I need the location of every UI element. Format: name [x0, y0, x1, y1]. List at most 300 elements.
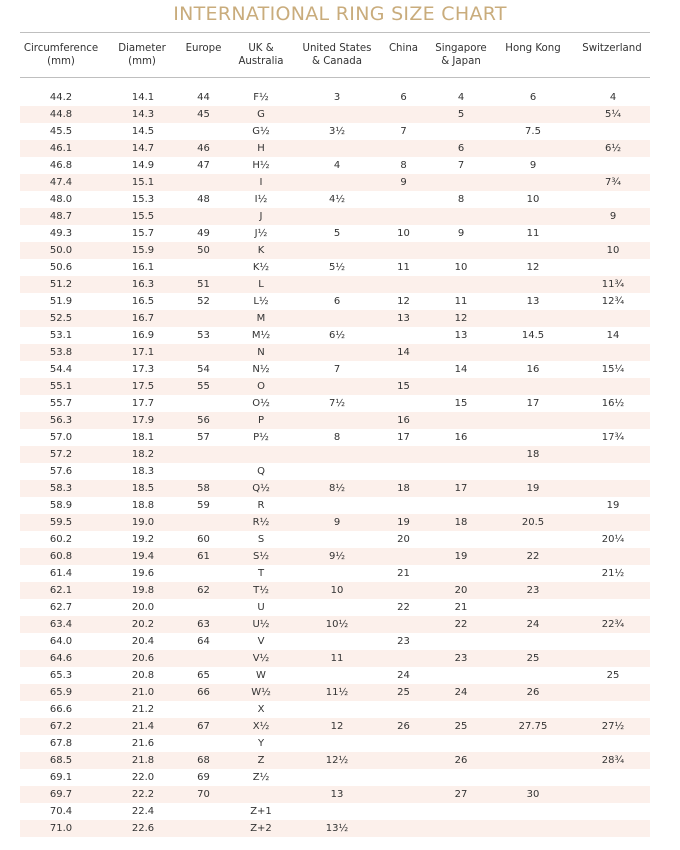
cell-circumference: 48.7 [20, 208, 102, 225]
cell-singapore-japan: 8 [457, 194, 465, 205]
header-us-canada-line: & Canada [312, 56, 362, 67]
cell-us-canada: 3 [333, 92, 341, 103]
cell-switzerland: 21½ [601, 568, 625, 579]
cell-circumference: 64.0 [49, 636, 73, 647]
cell-uk-australia: W½ [225, 684, 297, 701]
cell-europe [182, 650, 225, 667]
cell-europe: 64 [197, 636, 210, 647]
cell-hong-kong [492, 276, 574, 293]
cell-hong-kong: 6 [529, 92, 537, 103]
cell-circumference: 52.5 [20, 310, 102, 327]
cell-diameter: 18.5 [102, 480, 182, 497]
cell-switzerland: 14 [606, 330, 620, 341]
cell-china [377, 191, 430, 208]
cell-diameter: 15.1 [102, 174, 182, 191]
cell-circumference: 48.0 [49, 194, 73, 205]
cell-us-canada: 13½ [297, 820, 377, 837]
cell-uk-australia: J [225, 208, 297, 225]
cell-circumference: 69.1 [49, 772, 73, 783]
cell-singapore-japan [430, 276, 492, 293]
table-row [20, 293, 650, 310]
cell-circumference: 57.6 [49, 466, 73, 477]
cell-china [377, 208, 430, 225]
cell-switzerland [574, 344, 650, 361]
cell-switzerland [574, 769, 650, 786]
cell-uk-australia: F½ [253, 92, 269, 103]
cell-china: 21 [397, 568, 410, 579]
cell-uk-australia: O½ [252, 398, 270, 409]
cell-uk-australia: T [257, 568, 265, 579]
cell-us-canada [297, 344, 377, 361]
cell-china: 23 [397, 636, 410, 647]
cell-china [377, 497, 430, 514]
cell-hong-kong [492, 378, 574, 395]
cell-diameter: 19.8 [102, 582, 182, 599]
cell-hong-kong: 27.75 [492, 718, 574, 735]
table-row [20, 361, 650, 378]
cell-hong-kong [492, 820, 574, 837]
cell-europe: 53 [197, 330, 210, 341]
table-row [20, 616, 650, 633]
cell-europe: 56 [182, 412, 225, 429]
cell-china [377, 327, 430, 344]
cell-china [377, 786, 430, 803]
cell-europe: 49 [197, 228, 210, 239]
cell-us-canada: 4 [333, 160, 341, 171]
cell-switzerland [574, 786, 650, 803]
cell-diameter: 21.8 [102, 752, 182, 769]
cell-china: 10 [397, 228, 410, 239]
table-row [20, 412, 650, 429]
cell-diameter: 22.6 [102, 820, 182, 837]
cell-singapore-japan [430, 667, 492, 684]
cell-switzerland [574, 446, 650, 463]
cell-china [377, 701, 430, 718]
header-uk-australia-line: Australia [238, 56, 284, 67]
cell-us-canada [297, 565, 377, 582]
cell-europe [182, 565, 225, 582]
cell-hong-kong: 17 [526, 398, 540, 409]
cell-singapore-japan: 22 [430, 616, 492, 633]
header-uk-australia [225, 42, 297, 77]
cell-china: 22 [397, 602, 410, 613]
cell-hong-kong: 23 [492, 582, 574, 599]
cell-hong-kong: 18 [492, 446, 574, 463]
table-row [20, 735, 650, 752]
table-row [20, 174, 650, 191]
cell-china [377, 276, 430, 293]
cell-circumference: 71.0 [20, 820, 102, 837]
cell-china [377, 106, 430, 123]
cell-hong-kong [492, 701, 574, 718]
table-row [20, 327, 650, 344]
cell-diameter: 15.7 [131, 228, 155, 239]
cell-singapore-japan [430, 378, 492, 395]
cell-us-canada [297, 497, 377, 514]
cell-diameter: 21.4 [102, 718, 182, 735]
table-row [20, 140, 650, 157]
cell-china: 16 [377, 412, 430, 429]
cell-china: 20 [397, 534, 410, 545]
cell-diameter: 16.1 [131, 262, 155, 273]
table-row [20, 752, 650, 769]
table-row [20, 718, 650, 735]
cell-hong-kong: 16 [526, 364, 540, 375]
cell-switzerland [574, 582, 650, 599]
table-row [20, 157, 650, 174]
cell-china [377, 463, 430, 480]
cell-europe: 67 [182, 718, 225, 735]
cell-diameter: 19.4 [102, 548, 182, 565]
cell-singapore-japan [430, 803, 492, 820]
cell-hong-kong: 26 [492, 684, 574, 701]
cell-china [377, 820, 430, 837]
header-singapore-japan-line: & Japan [441, 56, 481, 67]
cell-switzerland [574, 378, 650, 395]
cell-europe [182, 174, 225, 191]
cell-hong-kong: 12 [526, 262, 540, 273]
table-row [20, 531, 650, 548]
cell-diameter: 17.5 [102, 378, 182, 395]
cell-singapore-japan: 26 [430, 752, 492, 769]
cell-singapore-japan [430, 412, 492, 429]
cell-hong-kong [492, 463, 574, 480]
cell-uk-australia: U [257, 602, 265, 613]
cell-singapore-japan [430, 701, 492, 718]
header-diameter [102, 42, 182, 77]
cell-us-canada: 13 [297, 786, 377, 803]
cell-singapore-japan [430, 123, 492, 140]
cell-singapore-japan [430, 242, 492, 259]
table-row [20, 106, 650, 123]
cell-diameter: 16.9 [131, 330, 155, 341]
cell-uk-australia: J½ [254, 228, 268, 239]
table-row [20, 565, 650, 582]
cell-hong-kong [492, 174, 574, 191]
cell-circumference: 64.6 [20, 650, 102, 667]
table-row [20, 684, 650, 701]
cell-china: 17 [397, 432, 410, 443]
cell-singapore-japan: 19 [430, 548, 492, 565]
cell-diameter: 16.3 [102, 276, 182, 293]
cell-switzerland [574, 225, 650, 242]
cell-uk-australia: K½ [252, 262, 270, 273]
cell-singapore-japan: 4 [457, 92, 465, 103]
cell-china: 18 [377, 480, 430, 497]
cell-diameter: 17.7 [131, 398, 155, 409]
cell-circumference: 68.5 [20, 752, 102, 769]
cell-uk-australia: P [225, 412, 297, 429]
cell-hong-kong: 30 [492, 786, 574, 803]
cell-uk-australia: M [225, 310, 297, 327]
cell-hong-kong: 7.5 [525, 126, 541, 137]
cell-europe: 44 [197, 92, 210, 103]
cell-diameter: 15.3 [131, 194, 155, 205]
cell-europe [182, 701, 225, 718]
cell-switzerland [574, 684, 650, 701]
cell-circumference: 62.1 [20, 582, 102, 599]
cell-hong-kong: 20.5 [492, 514, 574, 531]
cell-circumference: 63.4 [20, 616, 102, 633]
table-row [20, 123, 650, 140]
chart-title: INTERNATIONAL RING SIZE CHART [173, 3, 507, 25]
header-diameter-line: (mm) [128, 56, 156, 67]
cell-switzerland [574, 191, 650, 208]
cell-diameter: 14.5 [131, 126, 155, 137]
cell-uk-australia: Q½ [225, 480, 297, 497]
cell-europe: 55 [182, 378, 225, 395]
cell-circumference: 46.1 [20, 140, 102, 157]
table-row [20, 463, 650, 480]
cell-china: 11 [397, 262, 410, 273]
header-us-canada-line: United States [302, 43, 372, 54]
cell-uk-australia: S½ [225, 548, 297, 565]
cell-singapore-japan: 14 [454, 364, 468, 375]
cell-diameter: 18.8 [131, 500, 155, 511]
table-row [20, 259, 650, 276]
cell-switzerland [574, 463, 650, 480]
cell-diameter: 14.3 [102, 106, 182, 123]
cell-china: 14 [377, 344, 430, 361]
table-row [20, 633, 650, 650]
cell-circumference: 47.4 [20, 174, 102, 191]
cell-diameter: 20.6 [102, 650, 182, 667]
cell-europe [182, 463, 225, 480]
cell-switzerland: 4 [609, 92, 617, 103]
cell-hong-kong: 19 [492, 480, 574, 497]
cell-switzerland: 20¼ [601, 534, 625, 545]
cell-uk-australia: I½ [254, 194, 268, 205]
cell-diameter: 22.0 [131, 772, 155, 783]
cell-us-canada [297, 378, 377, 395]
cell-diameter: 22.4 [131, 806, 155, 817]
table-row [20, 225, 650, 242]
cell-hong-kong [492, 752, 574, 769]
cell-uk-australia: W [256, 670, 266, 681]
cell-switzerland: 12¾ [601, 296, 625, 307]
cell-us-canada: 10½ [297, 616, 377, 633]
header-hong-kong-line: Hong Kong [505, 43, 561, 54]
cell-circumference: 65.3 [49, 670, 73, 681]
cell-hong-kong: 10 [526, 194, 540, 205]
cell-china: 24 [397, 670, 410, 681]
cell-circumference: 53.1 [49, 330, 73, 341]
header-circumference [20, 42, 102, 77]
cell-diameter: 15.9 [102, 242, 182, 259]
cell-diameter: 18.3 [131, 466, 155, 477]
cell-circumference: 46.8 [49, 160, 73, 171]
cell-uk-australia [225, 446, 297, 463]
header-diameter-line: Diameter [118, 43, 166, 54]
cell-uk-australia: Z [225, 752, 297, 769]
cell-us-canada [297, 310, 377, 327]
cell-singapore-japan [430, 174, 492, 191]
header-singapore-japan-line: Singapore [435, 43, 487, 54]
cell-europe [182, 123, 225, 140]
cell-hong-kong: 14.5 [521, 330, 545, 341]
cell-china [377, 140, 430, 157]
cell-hong-kong [492, 106, 574, 123]
cell-circumference: 44.2 [49, 92, 73, 103]
header-hong-kong [492, 42, 574, 77]
cell-europe: 45 [182, 106, 225, 123]
cell-singapore-japan: 18 [430, 514, 492, 531]
cell-us-canada [297, 735, 377, 752]
cell-us-canada [297, 803, 377, 820]
cell-circumference: 58.9 [49, 500, 73, 511]
cell-switzerland [574, 310, 650, 327]
cell-singapore-japan: 15 [454, 398, 468, 409]
cell-uk-australia: R½ [225, 514, 297, 531]
cell-diameter: 16.5 [131, 296, 155, 307]
cell-switzerland: 19 [606, 500, 620, 511]
cell-singapore-japan: 7 [457, 160, 465, 171]
cell-us-canada [297, 531, 377, 548]
header-circumference-line: (mm) [47, 56, 75, 67]
cell-hong-kong [492, 140, 574, 157]
cell-europe [182, 735, 225, 752]
cell-singapore-japan [430, 463, 492, 480]
cell-diameter: 15.5 [102, 208, 182, 225]
header-uk-australia-line: UK & [248, 43, 274, 54]
cell-hong-kong: 11 [526, 228, 540, 239]
cell-china: 12 [397, 296, 410, 307]
cell-europe [182, 820, 225, 837]
cell-circumference: 70.4 [49, 806, 73, 817]
cell-singapore-japan: 23 [430, 650, 492, 667]
table-row [20, 191, 650, 208]
cell-us-canada [297, 701, 377, 718]
cell-europe [182, 514, 225, 531]
cell-us-canada: 5 [333, 228, 341, 239]
cell-china: 6 [400, 92, 407, 103]
cell-circumference: 50.0 [20, 242, 102, 259]
header-china-line: China [388, 43, 419, 54]
cell-hong-kong [492, 803, 574, 820]
cell-singapore-japan [430, 565, 492, 582]
cell-us-canada [297, 140, 377, 157]
cell-circumference: 53.8 [20, 344, 102, 361]
cell-china [377, 769, 430, 786]
cell-circumference: 65.9 [20, 684, 102, 701]
cell-singapore-japan [430, 633, 492, 650]
header-china [377, 42, 430, 77]
table-row [20, 395, 650, 412]
table-row [20, 344, 650, 361]
cell-circumference: 58.3 [20, 480, 102, 497]
cell-us-canada: 8½ [297, 480, 377, 497]
cell-us-canada: 3½ [328, 126, 346, 137]
cell-switzerland: 22¾ [574, 616, 650, 633]
header-europe-line: Europe [185, 43, 222, 54]
cell-china [377, 361, 430, 378]
header-europe [182, 42, 225, 77]
cell-switzerland [574, 803, 650, 820]
cell-circumference: 60.2 [49, 534, 73, 545]
cell-singapore-japan: 20 [430, 582, 492, 599]
cell-europe: 63 [182, 616, 225, 633]
cell-diameter: 16.7 [102, 310, 182, 327]
cell-singapore-japan: 27 [430, 786, 492, 803]
cell-switzerland [574, 633, 650, 650]
cell-singapore-japan [430, 735, 492, 752]
cell-uk-australia: Q [257, 466, 265, 477]
table-row [20, 514, 650, 531]
cell-diameter: 22.2 [102, 786, 182, 803]
cell-china: 26 [377, 718, 430, 735]
cell-us-canada: 4½ [328, 194, 346, 205]
cell-us-canada [297, 106, 377, 123]
cell-diameter: 14.7 [102, 140, 182, 157]
cell-us-canada [297, 174, 377, 191]
cell-uk-australia: O [225, 378, 297, 395]
table-row [20, 276, 650, 293]
cell-china [377, 582, 430, 599]
cell-diameter: 14.9 [131, 160, 155, 171]
cell-diameter: 18.1 [131, 432, 155, 443]
table-row [20, 701, 650, 718]
cell-diameter: 21.6 [131, 738, 155, 749]
cell-uk-australia: S [257, 534, 265, 545]
cell-hong-kong [492, 497, 574, 514]
header-singapore-japan [430, 42, 492, 77]
cell-us-canada: 7 [333, 364, 341, 375]
cell-hong-kong: 24 [492, 616, 574, 633]
cell-circumference: 44.8 [20, 106, 102, 123]
table-row [20, 667, 650, 684]
cell-uk-australia: G½ [252, 126, 270, 137]
cell-circumference: 69.7 [20, 786, 102, 803]
cell-circumference: 49.3 [49, 228, 73, 239]
cell-us-canada: 6½ [328, 330, 346, 341]
table-row [20, 803, 650, 820]
cell-singapore-japan: 6 [430, 140, 492, 157]
cell-switzerland: 11¾ [574, 276, 650, 293]
cell-europe: 58 [182, 480, 225, 497]
cell-europe [182, 310, 225, 327]
cell-hong-kong [492, 242, 574, 259]
cell-uk-australia: H½ [252, 160, 270, 171]
cell-china [377, 395, 430, 412]
cell-china [377, 752, 430, 769]
cell-europe: 60 [197, 534, 210, 545]
cell-circumference: 67.2 [20, 718, 102, 735]
table-row [20, 599, 650, 616]
cell-singapore-japan: 5 [430, 106, 492, 123]
cell-china: 9 [377, 174, 430, 191]
cell-switzerland [574, 480, 650, 497]
cell-singapore-japan: 16 [454, 432, 468, 443]
table-body [20, 89, 650, 837]
cell-china [377, 650, 430, 667]
cell-us-canada: 11 [297, 650, 377, 667]
cell-diameter: 19.2 [131, 534, 155, 545]
cell-europe: 48 [197, 194, 210, 205]
cell-switzerland: 15¼ [601, 364, 625, 375]
cell-uk-australia: T½ [225, 582, 297, 599]
cell-singapore-japan [430, 820, 492, 837]
cell-hong-kong [492, 531, 574, 548]
cell-switzerland [574, 735, 650, 752]
cell-singapore-japan [430, 497, 492, 514]
cell-diameter: 20.8 [131, 670, 155, 681]
cell-singapore-japan: 13 [454, 330, 468, 341]
cell-switzerland: 10 [574, 242, 650, 259]
cell-circumference: 57.2 [20, 446, 102, 463]
cell-europe [182, 395, 225, 412]
header-switzerland-line: Switzerland [582, 43, 642, 54]
cell-uk-australia: M½ [251, 330, 271, 341]
